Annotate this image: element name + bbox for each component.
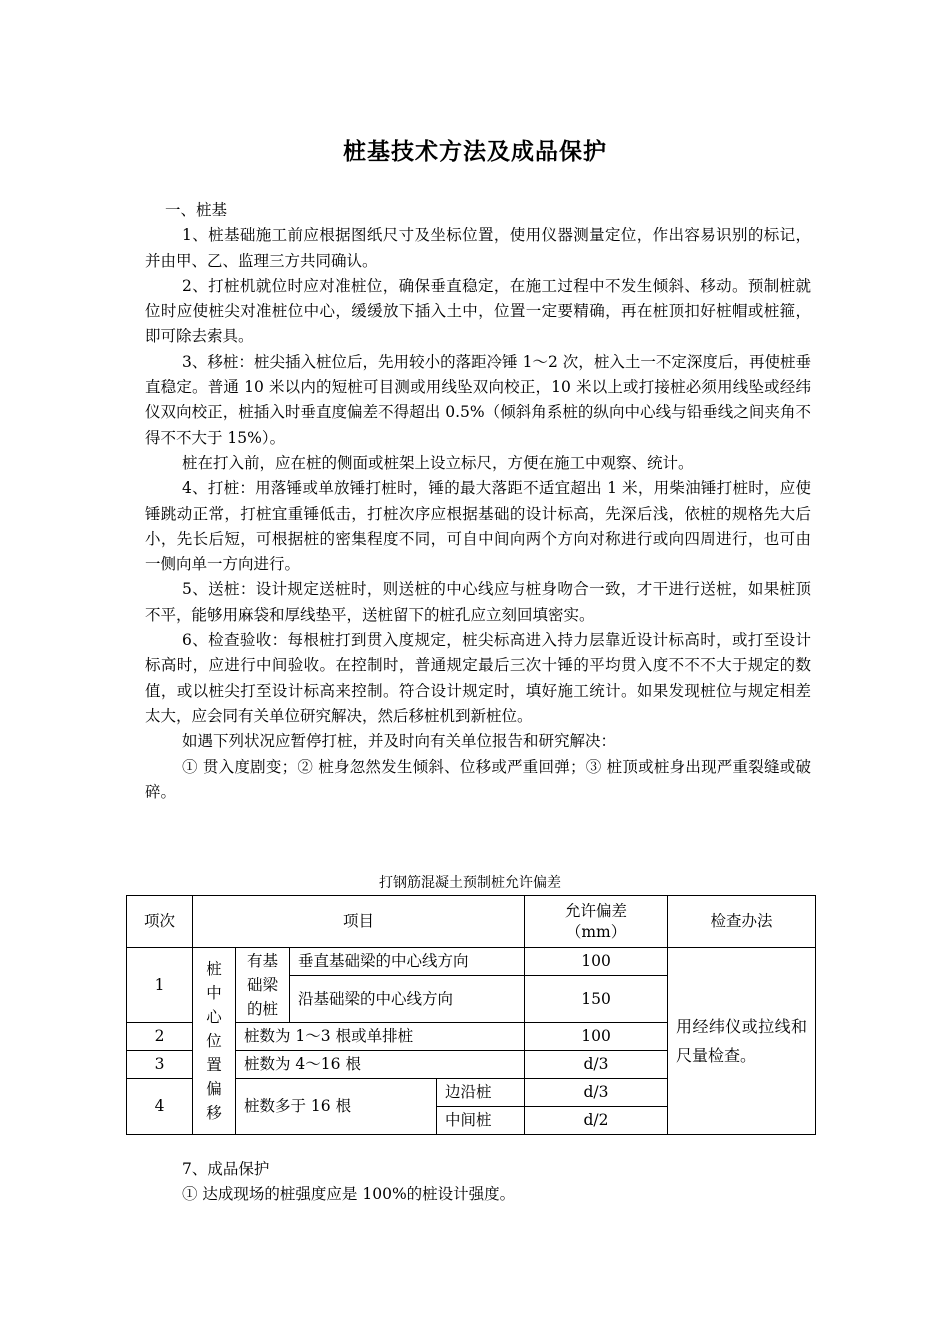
paragraph: 如遇下列状况应暂停打桩，并及时向有关单位报告和研究解决： bbox=[182, 732, 617, 751]
group-label-char: 偏 bbox=[206, 1080, 222, 1098]
group-label-char: 位 bbox=[206, 1032, 222, 1050]
paragraph: 6、检查验收：每根桩打到贯入度规定，桩尖标高进入持力层靠近设计标高时，或打至设计标高时，应进行中间验收。在控制时，普通规定最后三次十锤的平均贯入度不不不大于规定的数值，或以桩尖打至设计标高来控制。符合设计规定时，填好施工统计。如果发现桩位与规定相差太大，应会同有关单位研究解决，然后移桩机到新桩位。 bbox=[145, 631, 811, 725]
paragraph: 4、打桩：用落锤或单放锤打桩时，锤的最大落距不适宜超出 1 米，用柴油锤打桩时，应使锤跳动正常，打桩宜重锤低击，打桩次序应根据基础的设计标高，先深后浅，依桩的规格先大后小，先长后短，可根据桩的密集程度不同，可自中间向两个方向对称进行或向四周进行，也可由一侧向单一方向进行。 bbox=[145, 479, 811, 574]
paragraph: 5、送桩：设计规定送桩时，则送桩的中心线应与桩身吻合一致，才干进行送桩，如果桩顶不平，能够用麻袋和厚线垫平，送桩留下的桩孔应立刻回填密实。 bbox=[145, 580, 811, 624]
group-label-char: 桩 bbox=[206, 960, 222, 978]
sub-label-line: 的桩 bbox=[246, 1000, 278, 1018]
group-label-char: 移 bbox=[206, 1104, 222, 1122]
row-tolerance: d/3 bbox=[525, 1051, 668, 1079]
table-row bbox=[127, 948, 816, 976]
after-table-text bbox=[145, 1157, 811, 1208]
body-text bbox=[145, 198, 811, 805]
header-tolerance-unit: （mm） bbox=[565, 922, 627, 941]
row-no: 2 bbox=[127, 1023, 193, 1051]
row-tolerance: d/2 bbox=[525, 1107, 668, 1135]
row-no: 1 bbox=[127, 948, 193, 1023]
header-no: 项次 bbox=[127, 896, 193, 948]
row-tolerance: 150 bbox=[525, 976, 668, 1023]
table-caption: 打钢筋混凝土预制桩允许偏差 bbox=[379, 875, 561, 891]
paragraph: 2、打桩机就位时应对准桩位，确保垂直稳定，在施工过程中不发生倾斜、移动。预制桩就位时应使桩尖对准桩位中心，缓缓放下插入土中，位置一定要精确，再在桩顶扣好桩帽或桩箍，即可除去索具。 bbox=[145, 276, 811, 346]
row-tolerance: d/3 bbox=[525, 1079, 668, 1107]
row-sub-item: 中间桩 bbox=[437, 1107, 525, 1135]
group-label-cell bbox=[193, 948, 236, 1135]
deviation-table bbox=[126, 895, 816, 1135]
row-item: 桩数为 1～3 根或单排桩 bbox=[236, 1023, 525, 1051]
paragraph: ① 贯入度剧变；② 桩身忽然发生倾斜、位移或严重回弹；③ 桩顶或桩身出现严重裂缝或破碎。 bbox=[145, 757, 811, 801]
sub-label-line: 础梁 bbox=[246, 976, 278, 994]
section-heading: 一、桩基 bbox=[165, 201, 228, 219]
sub-label-line: 有基 bbox=[246, 952, 278, 970]
row-sub-item: 边沿桩 bbox=[437, 1079, 525, 1107]
sub-label-cell bbox=[236, 948, 290, 1023]
header-method: 检查办法 bbox=[668, 896, 816, 948]
row-no: 4 bbox=[127, 1079, 193, 1135]
row-tolerance: 100 bbox=[525, 1023, 668, 1051]
paragraph: 桩在打入前，应在桩的侧面或桩架上设立标尺，方便在施工中观察、统计。 bbox=[182, 453, 694, 472]
row-tolerance: 100 bbox=[525, 948, 668, 976]
table-header-row bbox=[127, 896, 816, 948]
page-title: 桩基技术方法及成品保护 bbox=[343, 139, 607, 165]
group-label-char: 中 bbox=[206, 984, 222, 1002]
row-no: 3 bbox=[127, 1051, 193, 1079]
section-heading: 7、成品保护 bbox=[182, 1160, 270, 1178]
row-item: 垂直基础梁的中心线方向 bbox=[290, 948, 525, 976]
header-tolerance bbox=[525, 896, 668, 948]
paragraph: ① 达成现场的桩强度应是 100%的桩设计强度。 bbox=[182, 1185, 516, 1204]
method-cell: 用经纬仪或拉线和尺量检查。 bbox=[668, 948, 816, 1135]
row-item: 桩数多于 16 根 bbox=[236, 1079, 437, 1135]
row-item: 沿基础梁的中心线方向 bbox=[290, 976, 525, 1023]
paragraph: 3、移桩：桩尖插入桩位后，先用较小的落距冷锤 1～2 次，桩入土一不定深度后，再使桩垂直稳定。普通 10 米以内的短桩可目测或用线坠双向校正，10 米以上或打接桩必须用线坠或经纬仪双向校正，桩插入时垂直度偏差不得超出 0.5%（倾斜角系桩的纵向中心线与铅垂线之间夹角不得不不大于 15%）。 bbox=[145, 352, 811, 447]
row-item: 桩数为 4～16 根 bbox=[236, 1051, 525, 1079]
group-label-char: 心 bbox=[206, 1008, 222, 1026]
paragraph: 1、桩基础施工前应根据图纸尺寸及坐标位置，使用仪器测量定位，作出容易识别的标记，并由甲、乙、监理三方共同确认。 bbox=[145, 226, 811, 270]
header-tolerance-line1: 允许偏差 bbox=[565, 901, 628, 920]
group-label-char: 置 bbox=[206, 1056, 222, 1074]
header-item: 项目 bbox=[193, 896, 525, 948]
